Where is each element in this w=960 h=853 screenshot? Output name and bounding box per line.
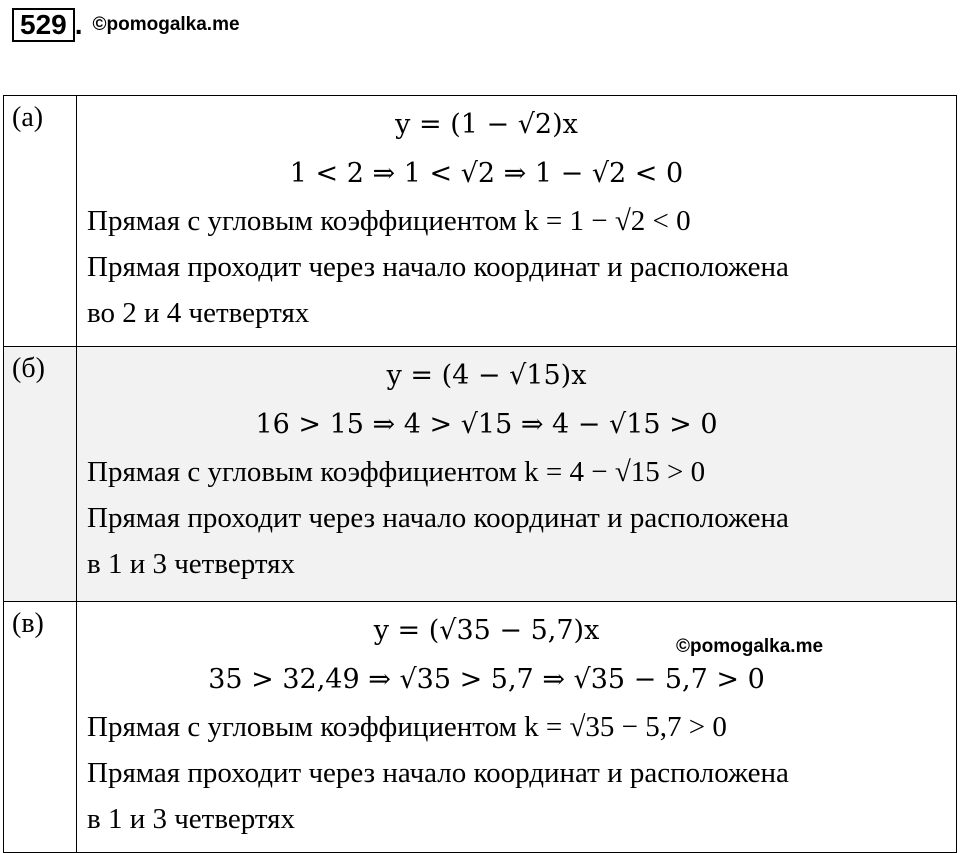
solution-row-a [4, 96, 957, 347]
origin-statement: Прямая проходит через начало координат и расположена [87, 251, 789, 283]
solution-row-b [4, 347, 957, 602]
inline-watermark: ©pomogalka.me [676, 636, 824, 657]
quadrant-statement: во 2 и 4 четвертях [87, 297, 310, 329]
slope-statement: Прямая с угловым коэффициентом k = 1 − √2 < 0 [87, 205, 691, 237]
slope-statement: Прямая с угловым коэффициентом k = √35 − 5,7 > 0 [87, 711, 727, 743]
origin-statement: Прямая проходит через начало координат и расположена [87, 502, 789, 534]
origin-statement: Прямая проходит через начало координат и расположена [87, 757, 789, 789]
equation-function: y = (√35 − 5,7)x [373, 615, 600, 646]
equation-comparison: 1 < 2 ⇒ 1 < √2 ⇒ 1 − √2 < 0 [289, 158, 684, 189]
equation-comparison: 16 > 15 ⇒ 4 > √15 ⇒ 4 − √15 > 0 [255, 409, 718, 440]
quadrant-statement: в 1 и 3 четвертях [87, 803, 295, 835]
problem-number: 529 [12, 8, 75, 42]
slope-statement: Прямая с угловым коэффициентом k = 4 − √15 > 0 [87, 456, 706, 488]
row-label: (б) [4, 347, 77, 602]
equation-function: y = (4 − √15)x [386, 360, 587, 391]
equation-function: y = (1 − √2)x [395, 109, 578, 140]
row-content [77, 602, 957, 853]
row-label: (а) [4, 96, 77, 347]
equation-comparison: 35 > 32,49 ⇒ √35 > 5,7 ⇒ √35 − 5,7 > 0 [208, 664, 765, 695]
problem-header [12, 8, 240, 42]
problem-number-dot: . [74, 9, 83, 40]
quadrant-statement: в 1 и 3 четвертях [87, 548, 295, 580]
row-content [77, 96, 957, 347]
solution-table [3, 95, 957, 853]
row-label: (в) [4, 602, 77, 853]
row-content [77, 347, 957, 602]
watermark: ©pomogalka.me [92, 14, 240, 35]
